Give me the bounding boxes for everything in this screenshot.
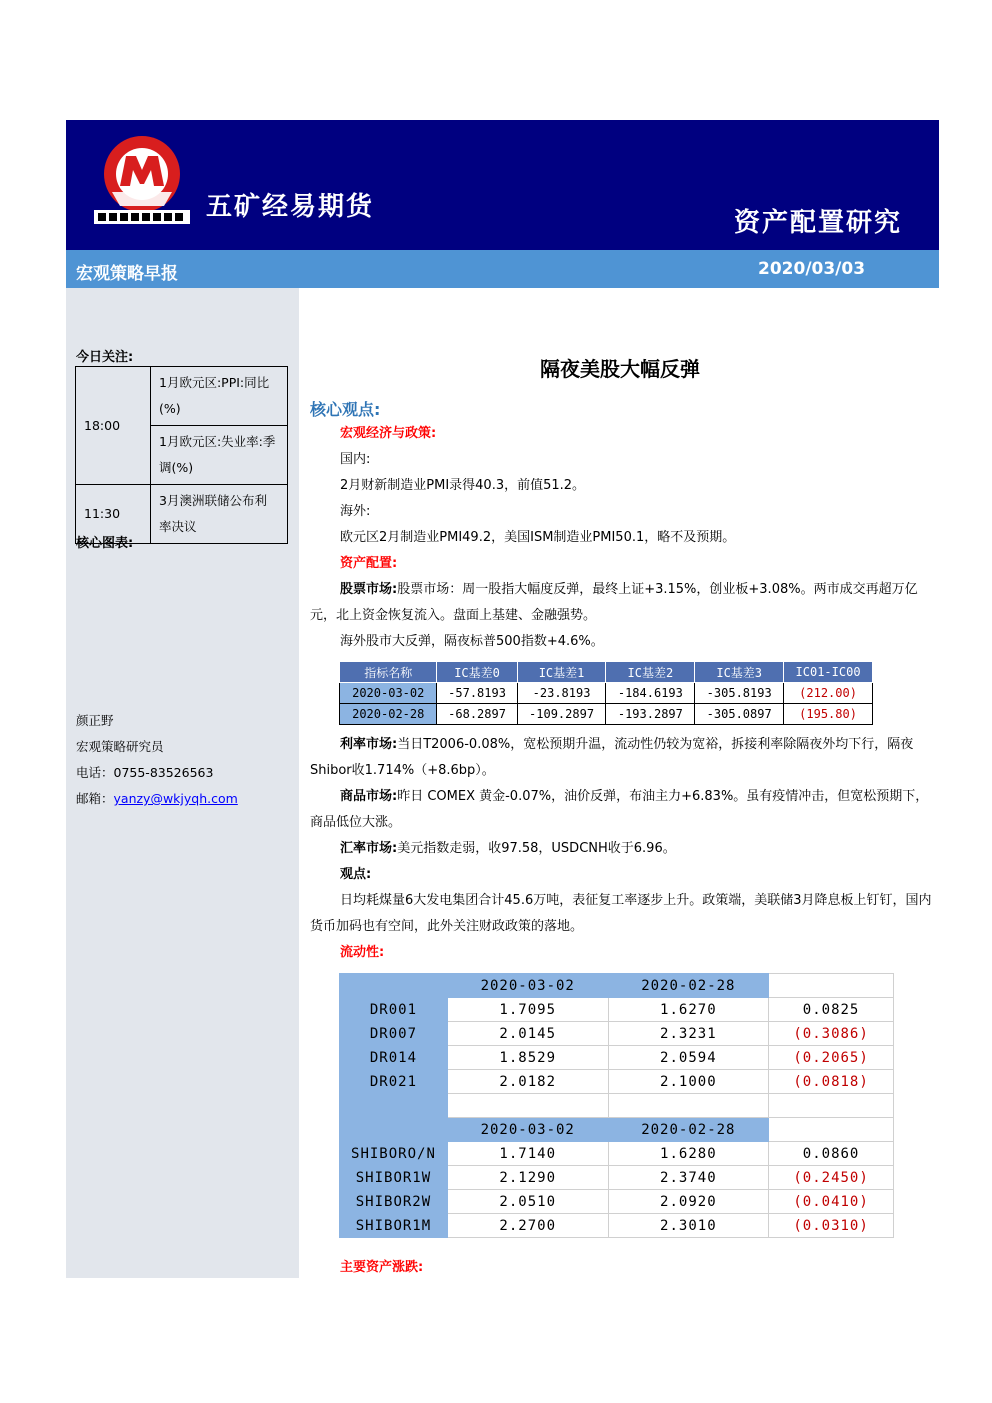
company-logo	[92, 134, 192, 226]
row-label: DR001	[340, 998, 448, 1022]
asset-heading: 资产配置:	[340, 556, 398, 571]
table-cell: 2.0182	[447, 1070, 608, 1094]
table-cell: 1.7095	[447, 998, 608, 1022]
table-cell: -305.8193	[695, 683, 784, 704]
spacer-row	[340, 1094, 894, 1118]
table-row	[340, 1070, 894, 1094]
liquidity-table	[339, 973, 894, 1238]
table-cell: 0.0860	[769, 1142, 894, 1166]
event-item: 1月欧元区:失业率:季调(%)	[151, 426, 288, 485]
table-cell: (0.2065)	[769, 1046, 894, 1070]
table-row	[340, 998, 894, 1022]
email-link[interactable]: yanzy@wkjyqh.com	[113, 791, 238, 806]
row-label: SHIBORO/N	[340, 1142, 448, 1166]
table-cell: 2.2700	[447, 1214, 608, 1238]
table-cell: 1.8529	[447, 1046, 608, 1070]
table-row	[340, 1022, 894, 1046]
column-header: 2020-02-28	[608, 1118, 769, 1142]
table-cell: 2.3740	[608, 1166, 769, 1190]
author-info	[76, 708, 238, 812]
author-email-row	[76, 786, 238, 812]
table-cell: -109.2897	[517, 704, 606, 725]
event-time: 11:30	[76, 485, 151, 544]
table-cell: (195.80)	[784, 704, 873, 725]
view-label: 观点:	[340, 867, 372, 882]
row-label: DR007	[340, 1022, 448, 1046]
table-header-row	[340, 974, 894, 998]
stock-text: 股票市场：周一股指大幅度反弹，最终上证+3.15%，创业板+3.08%。两市成交再超万亿元，北上资金恢复流入。盘面上基建、金融强势。	[310, 582, 918, 623]
table-cell: 2.3010	[608, 1214, 769, 1238]
row-label: SHIBOR1M	[340, 1214, 448, 1238]
column-header: IC基差0	[437, 662, 517, 683]
table-cell: 2.3231	[608, 1022, 769, 1046]
table-header-row	[340, 1118, 894, 1142]
table-row	[340, 1214, 894, 1238]
table-row	[340, 1190, 894, 1214]
liquidity-heading: 流动性:	[340, 945, 385, 960]
core-view-label: 核心观点:	[310, 400, 381, 419]
table-cell: -57.8193	[437, 683, 517, 704]
table-cell: -305.0897	[695, 704, 784, 725]
table-cell: 1.6270	[608, 998, 769, 1022]
calendar-row	[76, 367, 288, 426]
table-cell: 2.1290	[447, 1166, 608, 1190]
fx-text: 美元指数走弱，收97.58，USDCNH收于6.96。	[397, 841, 676, 856]
author-role: 宏观策略研究员	[76, 739, 164, 754]
author-phone: 电话：0755-83526563	[76, 765, 214, 780]
company-name: 五矿经易期货	[206, 192, 375, 222]
table-cell: (0.0818)	[769, 1070, 894, 1094]
table-header-row	[340, 662, 873, 683]
table-cell: (0.0310)	[769, 1214, 894, 1238]
report-date: 2020/03/03	[758, 259, 866, 279]
overseas-label: 海外:	[340, 504, 371, 519]
macro-section	[310, 421, 932, 655]
table-cell: 1.6280	[608, 1142, 769, 1166]
table-row	[340, 704, 873, 725]
table-row	[340, 1046, 894, 1070]
row-label: SHIBOR2W	[340, 1190, 448, 1214]
commodity-label: 商品市场:	[340, 789, 398, 804]
event-time: 18:00	[76, 367, 151, 485]
market-section	[310, 732, 932, 966]
column-header: IC01-IC00	[784, 662, 873, 683]
table-cell: 2.1000	[608, 1070, 769, 1094]
event-calendar	[75, 366, 288, 544]
author-name: 颜正野	[76, 713, 114, 728]
table-cell: (0.0410)	[769, 1190, 894, 1214]
commodity-text: 昨日 COMEX 黄金-0.07%，油价反弹，布油主力+6.83%。虽有疫情冲击，但宽松预期下，商品低位大涨。	[310, 789, 929, 830]
page-title: 隔夜美股大幅反弹	[540, 357, 700, 381]
report-type: 宏观策略早报	[76, 264, 178, 284]
column-header: 2020-03-02	[447, 1118, 608, 1142]
table-cell: -68.2897	[437, 704, 517, 725]
core-chart-label: 核心图表:	[76, 536, 134, 551]
table-cell: 2020-02-28	[340, 704, 437, 725]
table-cell: 2.0920	[608, 1190, 769, 1214]
today-focus-label: 今日关注:	[76, 350, 134, 365]
event-item: 3月澳洲联储公布利率决议	[151, 485, 288, 544]
column-header: 2020-02-28	[608, 974, 769, 998]
table-cell: -193.2897	[606, 704, 695, 725]
table-row	[340, 683, 873, 704]
major-assets-heading: 主要资产涨跌:	[340, 1260, 424, 1275]
table-row	[340, 1142, 894, 1166]
table-cell: 1.7140	[447, 1142, 608, 1166]
table-cell: (212.00)	[784, 683, 873, 704]
event-item: 1月欧元区:PPI:同比(%)	[151, 367, 288, 426]
table-cell: 0.0825	[769, 998, 894, 1022]
row-label: SHIBOR1W	[340, 1166, 448, 1190]
table-cell: -23.8193	[517, 683, 606, 704]
table-cell: 2.0594	[608, 1046, 769, 1070]
domestic-text: 2月财新制造业PMI录得40.3，前值51.2。	[340, 478, 586, 493]
row-label: DR014	[340, 1046, 448, 1070]
ic-basis-table	[339, 661, 873, 725]
row-label: DR021	[340, 1070, 448, 1094]
table-cell: 2.0510	[447, 1190, 608, 1214]
table-row	[340, 1166, 894, 1190]
section-title: 资产配置研究	[734, 208, 903, 238]
overseas-text: 欧元区2月制造业PMI49.2，美国ISM制造业PMI50.1，略不及预期。	[340, 530, 736, 545]
table-cell: 2.0145	[447, 1022, 608, 1046]
column-header: IC基差3	[695, 662, 784, 683]
rate-text: 当日T2006-0.08%，宽松预期升温，流动性仍较为宽裕，拆接利率除隔夜外均下行，隔夜Shibor收1.714%（+8.6bp）。	[310, 737, 914, 778]
column-header: 指标名称	[340, 662, 437, 683]
stock-text-2: 海外股市大反弹，隔夜标普500指数+4.6%。	[340, 634, 604, 649]
macro-heading: 宏观经济与政策:	[340, 426, 437, 441]
table-cell: (0.3086)	[769, 1022, 894, 1046]
table-cell: -184.6193	[606, 683, 695, 704]
fx-label: 汇率市场:	[340, 841, 398, 856]
email-label: 邮箱：	[76, 791, 114, 806]
table-cell: (0.2450)	[769, 1166, 894, 1190]
rate-label: 利率市场:	[340, 737, 398, 752]
column-header: IC基差1	[517, 662, 606, 683]
view-text: 日均耗煤量6大发电集团合计45.6万吨，表征复工率逐步上升。政策端，美联储3月降息板上钉钉，国内货币加码也有空间，此外关注财政政策的落地。	[310, 893, 932, 934]
column-header: 2020-03-02	[447, 974, 608, 998]
domestic-label: 国内:	[340, 452, 371, 467]
stock-label: 股票市场:	[340, 582, 398, 597]
table-cell: 2020-03-02	[340, 683, 437, 704]
column-header: IC基差2	[606, 662, 695, 683]
